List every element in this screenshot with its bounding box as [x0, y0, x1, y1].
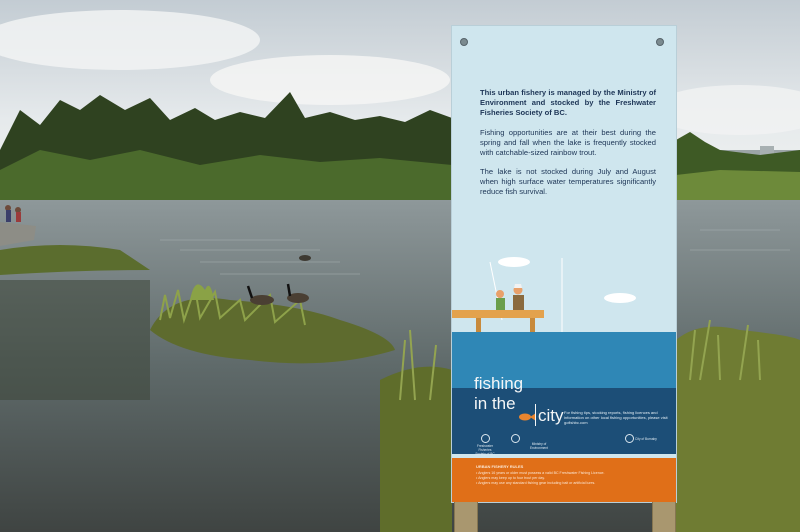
fishing-illustration [452, 254, 676, 344]
partner-logo-burnaby: City of Burnaby [624, 434, 658, 444]
dock [452, 310, 544, 318]
burnaby-leaf-icon [625, 434, 634, 443]
logo-hook [535, 404, 536, 426]
partner-logo-ministry: Ministry of Environment [530, 442, 548, 450]
rules-list [476, 471, 656, 486]
logo-fishing: fishing [474, 374, 524, 393]
info-text: For fishing tips, stocking reports, fishing licences and information on other local fishing opportunities, please visit gofishbc.com [564, 410, 668, 426]
logo-in-the: in the [474, 394, 516, 413]
rule-item: • Anglers may keep up to four trout per day. [476, 475, 545, 480]
partner-logo-bc [504, 434, 526, 444]
screw-icon [656, 38, 664, 46]
screw-icon [460, 38, 468, 46]
partner-logos [474, 434, 660, 456]
fish-icon [518, 412, 536, 422]
rule-item: • Anglers 16 years or older must possess a valid BC Freshwater Fishing Licence. [476, 471, 605, 475]
child-figure [496, 290, 504, 298]
fishing-sign [452, 26, 676, 502]
sign-post-left [454, 502, 478, 532]
grass-bank-right [676, 327, 800, 532]
sign-paragraph-2: Fishing opportunities are at their best during the spring and fall when the lake is frequently stocked with catchable-sized rainbow trout. [480, 127, 656, 157]
sign-paragraph-3: The lake is not stocked during July and August when high surface water temperatures significantly reduce fish survival. [480, 167, 656, 197]
crest-icon [511, 434, 520, 443]
rule-item: • Anglers may use any standard fishing gear including bait or artificial lures. [476, 480, 596, 485]
partner-logo-ffsbc: Freshwater Fisheries Society of BC [474, 434, 496, 456]
sign-paragraph-1: This urban fishery is managed by the Ministry of Environment and stocked by the Freshwater Fisheries Society of BC. [480, 88, 656, 118]
sign-post-right [652, 502, 676, 532]
fish-mark-icon [481, 434, 490, 443]
sign-text [480, 88, 656, 207]
logo-city: city [538, 406, 564, 425]
rules-title: URBAN FISHERY RULES [476, 464, 524, 469]
